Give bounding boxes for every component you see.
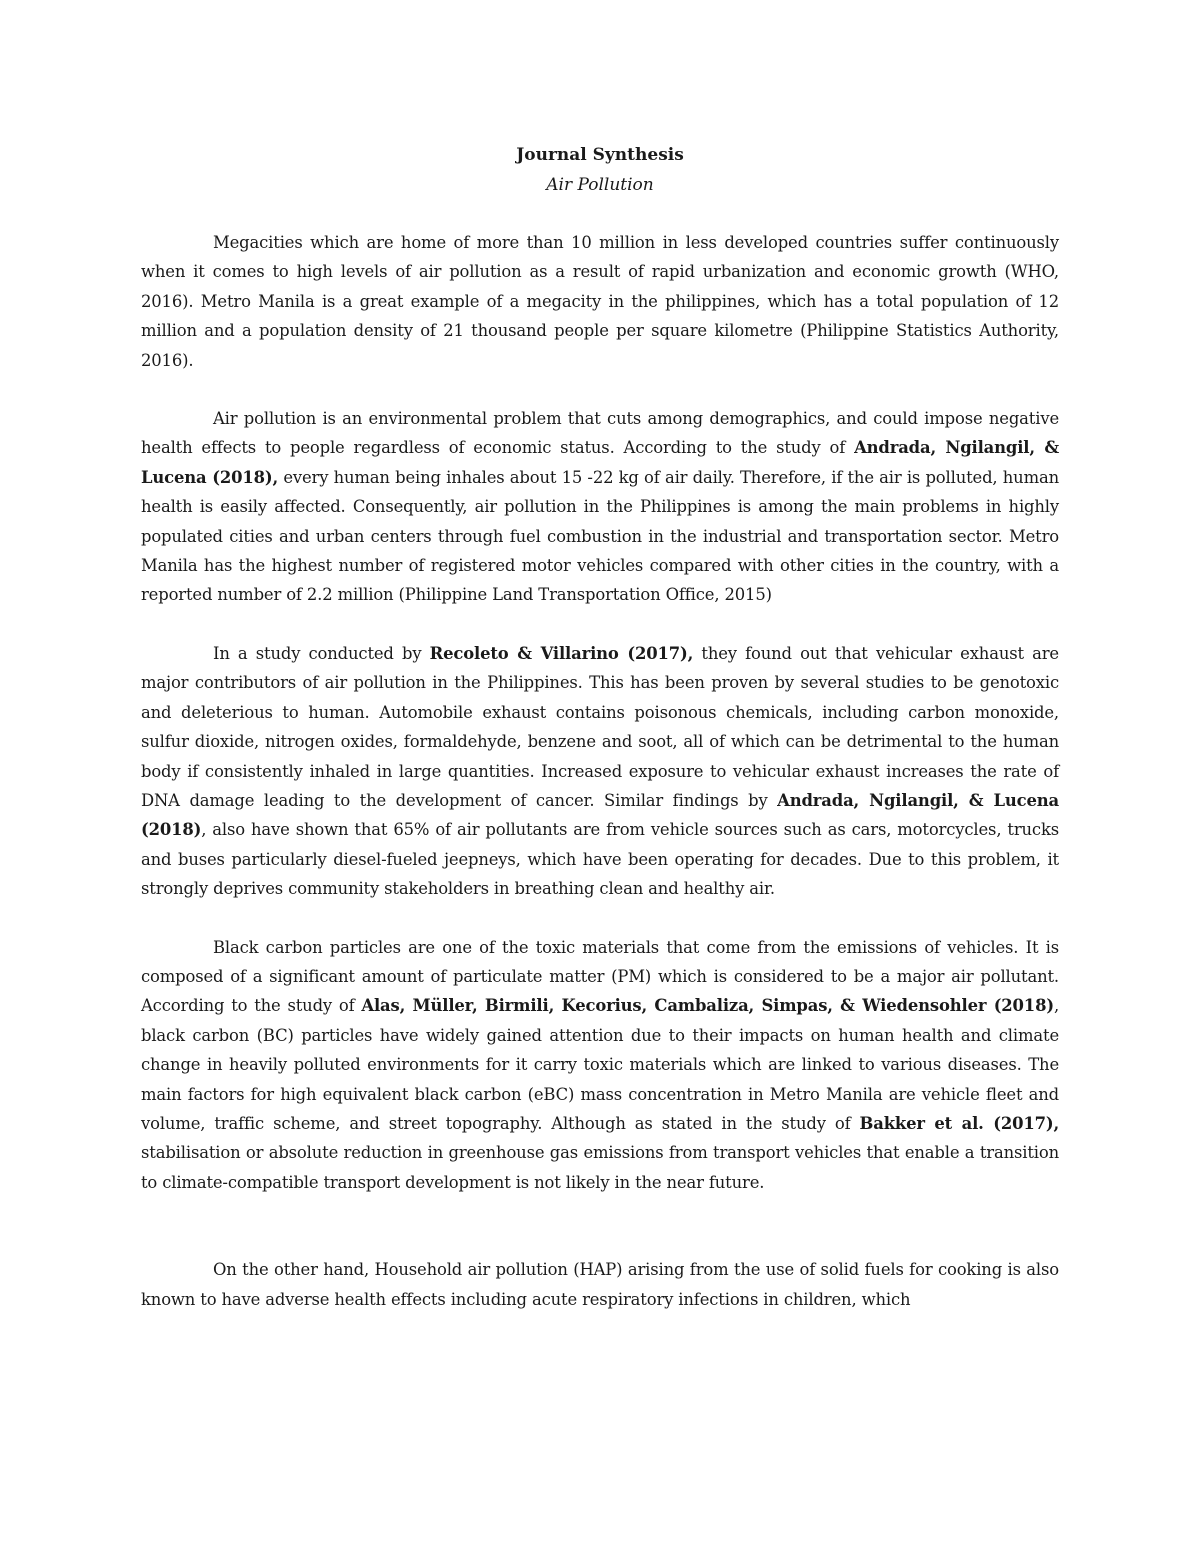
document-title: Journal Synthesis [516, 145, 684, 165]
paragraph-text: Megacities which are home of more than 10 million in less developed countries suffer continuously when it comes to high levels of air pollution as a result of rapid urbanization and economic growth (WHO, 2016). Metro Manila is a great example of a megacity in the philippines, which has a total population of 12 million and a population density of 21 thousand people per square kilometre (Philippine Statistics Authority, 2016). [141, 233, 1059, 370]
paragraph-text: Air pollution is an environmental problem that cuts among demographics, and could impose negative health effects to people regardless of economic status. According to the study of [141, 409, 1059, 458]
paragraph-text: Black carbon particles are one of the toxic materials that come from the emissions of vehicles. It is composed of a significant amount of particulate matter (PM) which is considered to be a major air pollutant. According to the study of [141, 937, 1059, 1016]
paragraph-text: On the other hand, Household air pollution (HAP) arising from the use of solid fuels for cooking is also known to have adverse health effects including acute respiratory infections in children, which [141, 1260, 1059, 1309]
document-page [141, 140, 1059, 1343]
citation: Alas, Müller, Birmili, Kecorius, Cambaliza, Simpas, & Wiedensohler (2018) [361, 996, 1054, 1016]
citation: Andrada, Ngilangil, & Lucena (2018), [141, 438, 1059, 487]
document-subtitle: Air Pollution [546, 175, 654, 195]
citation: Bakker et al. (2017), [859, 1113, 1060, 1133]
paragraph-text: In a study conducted by [213, 643, 430, 663]
paragraph-2 [141, 404, 1059, 610]
paragraph-4 [141, 933, 1059, 1198]
paragraph-text: , black carbon (BC) particles have widely gained attention due to their impacts on human health and climate change in heavily polluted environments for it carry toxic materials which are linked to various diseases. The main factors for high equivalent black carbon (eBC) mass concentration in Metro Manila are vehicle fleet and volume, traffic scheme, and street topography. Although as stated in the study of [141, 996, 1059, 1133]
paragraph-5 [141, 1255, 1059, 1314]
paragraph-text: stabilisation or absolute reduction in greenhouse gas emissions from transport vehicles that enable a transition to climate-compatible transport development is not likely in the near future. [141, 1143, 1059, 1192]
paragraph-text: they found out that vehicular exhaust are major contributors of air pollution in the Philippines. This has been proven by several studies to be genotoxic and deleterious to human. Automobile exhaust contains poisonous chemicals, including carbon monoxide, sulfur dioxide, nitrogen oxides, formaldehyde, benzene and soot, all of which can be detrimental to the human body if consistently inhaled in large quantities. Increased exposure to vehicular exhaust increases the rate of DNA damage leading to the development of cancer. Similar findings by [141, 643, 1059, 810]
paragraph-text: , also have shown that 65% of air pollutants are from vehicle sources such as cars, motorcycles, trucks and buses particularly diesel-fueled jeepneys, which have been operating for decades. Due to this problem, it strongly deprives community stakeholders in breathing clean and healthy air. [141, 820, 1059, 899]
paragraph-1 [141, 228, 1059, 375]
paragraph-3 [141, 639, 1059, 904]
citation: Andrada, Ngilangil, & Lucena (2018) [141, 790, 1060, 840]
citation: Recoleto & Villarino (2017), [429, 643, 694, 663]
paragraph-text: every human being inhales about 15 -22 kg of air daily. Therefore, if the air is polluted, human health is easily affected. Consequently, air pollution in the Philippines is among the main problems in highly populated cities and urban centers through fuel combustion in the industrial and transportation sector. Metro Manila has the highest number of registered motor vehicles compared with other cities in the country, with a reported number of 2.2 million (Philippine Land Transportation Office, 2015) [141, 467, 1059, 605]
